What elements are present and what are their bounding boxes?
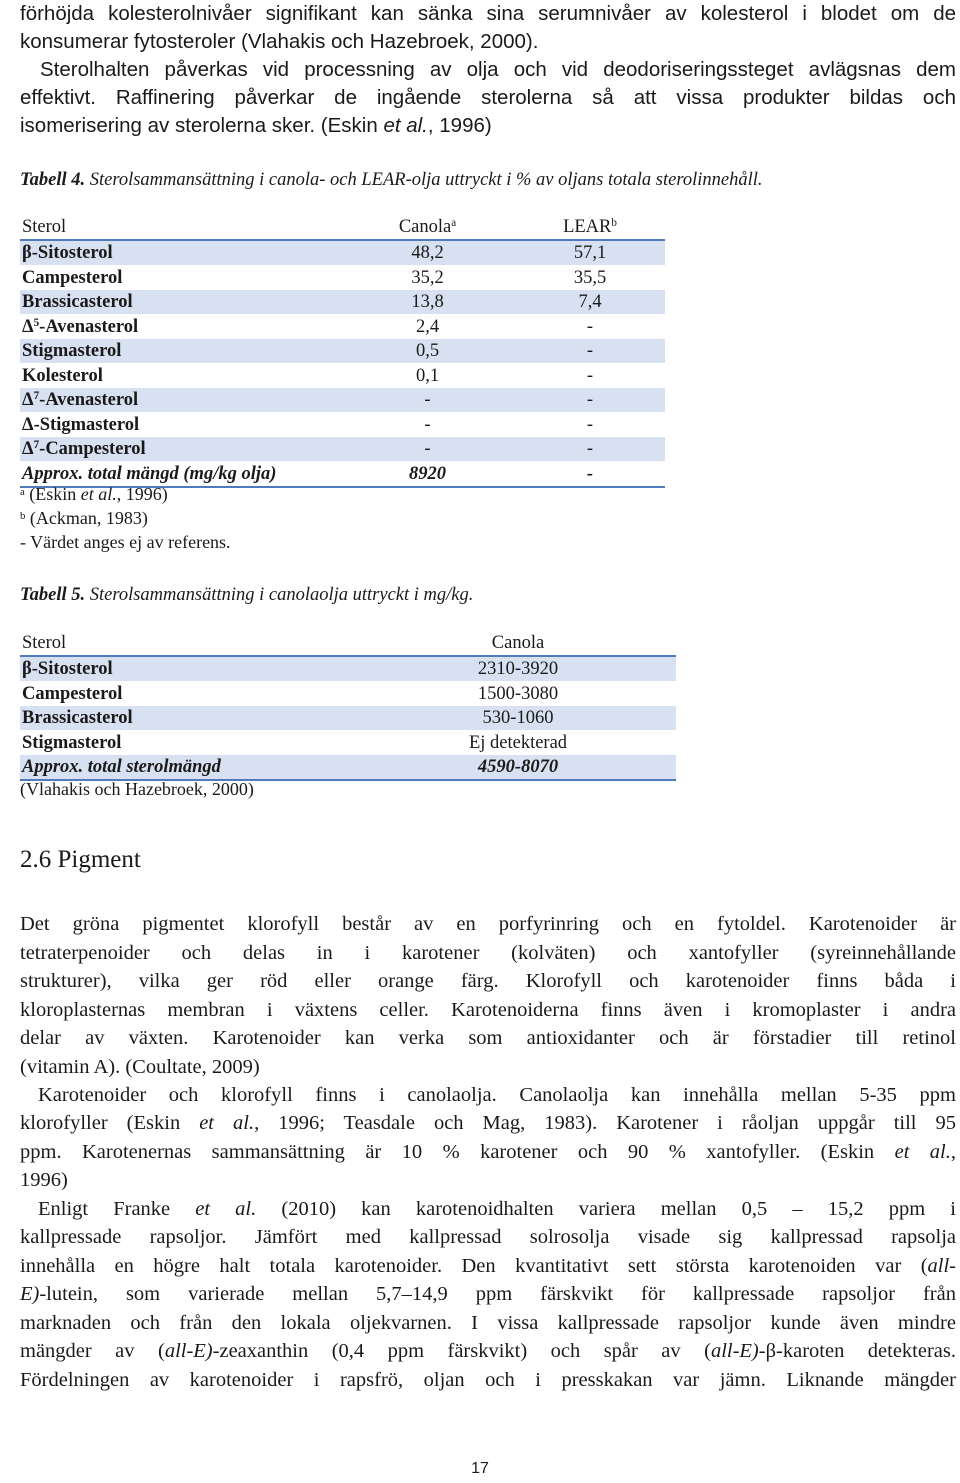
table-row: β-Sitosterol 2310-3920 bbox=[20, 656, 676, 682]
table-row: Brassicasterol 530-1060 bbox=[20, 706, 676, 731]
body-text-line: tetraterpenoider och delas in i karotener (kolväten) och xantofyller (syreinnehållande bbox=[20, 942, 956, 964]
table-row: Kolesterol 0,1 - bbox=[22, 366, 594, 386]
table-row: $\Delta^7$-Campesterol - - bbox=[20, 437, 665, 462]
table-row: Stigmasterol 0,5 - bbox=[20, 339, 665, 364]
table-row: Brassicasterol 13,8 7,4 bbox=[20, 290, 665, 315]
table-row: Stigmasterol Ej detekterad bbox=[22, 733, 568, 753]
table5-sterol-mgkg bbox=[20, 631, 676, 781]
table4-footnote-dash: - Värdet anges ej av referens. bbox=[20, 532, 231, 552]
body-text-line: ppm. Karotenernas sammansättning är 10 % karotener och 90 % xantofyller. (Eskin et al., bbox=[20, 1141, 956, 1163]
body-text-line: Karotenoider och klorofyll finns i canolaolja. Canolaolja kan innehålla mellan 5-35 ppm bbox=[38, 1084, 956, 1106]
table5-source: (Vlahakis och Hazebroek, 2000) bbox=[20, 779, 254, 799]
body-text-line: delar av växten. Karotenoider kan verka som antioxidanter och är förstadier till retinol bbox=[20, 1027, 956, 1049]
header-sterol: Sterol bbox=[20, 215, 340, 240]
header-canola: Canola$^a$ bbox=[340, 215, 515, 240]
body-text-line: Enligt Franke et al. (2010) kan karotenoidhalten variera mellan 0,5 – 15,2 ppm i bbox=[38, 1198, 956, 1220]
table4-sterol-composition bbox=[20, 215, 665, 488]
header-canola: Canola bbox=[360, 631, 676, 656]
body-text-line: Det gröna pigmentet klorofyll består av en porfyrinring och en fytoldel. Karotenoider är bbox=[20, 913, 956, 935]
body-text-line: kloroplasternas membran i växtens celler. Karotenoiderna finns även i kromoplaster i andra bbox=[20, 999, 956, 1021]
body-text-line: konsumerar fytosteroler (Vlahakis och Hazebroek, 2000). bbox=[20, 30, 539, 53]
table-header-row bbox=[20, 631, 676, 656]
table4-footnote-a: $^a$ (Eskin et al., 1996) bbox=[20, 484, 168, 504]
table-row: $\Delta^5$-Avenasterol 2,4 - bbox=[22, 317, 594, 337]
body-text-line: Sterolhalten påverkas vid processning av olja och vid deodoriseringssteget avlägsnas dem bbox=[40, 58, 956, 81]
table-row: $\Delta^7$-Avenasterol - - bbox=[20, 388, 665, 413]
body-text-line: klorofyller (Eskin et al., 1996; Teasdale och Mag, 1983). Karotener i råoljan uppgår till 95 bbox=[20, 1112, 956, 1134]
body-text-line: mängder av (all-E)-zeaxanthin (0,4 ppm färskvikt) och spår av (all-E)-β-karoten detekteras. bbox=[20, 1340, 956, 1362]
body-text-line: förhöjda kolesterolnivåer signifikant kan sänka sina serumnivåer av kolesterol i blodet om de bbox=[20, 2, 956, 25]
table-row: β-Sitosterol 48,2 57,1 bbox=[20, 240, 665, 266]
header-lear: LEAR$^b$ bbox=[515, 215, 665, 240]
body-text-line: kallpressade rapsoljor. Jämfört med kallpressad solrosolja visade sig kallpressad rapsolja bbox=[20, 1226, 956, 1248]
body-text-line: strukturer), vilka ger röd eller orange färg. Klorofyll och karotenoider finns båda i bbox=[20, 970, 956, 992]
body-text-line: Fördelningen av karotenoider i rapsfrö, oljan och i presskakan var jämn. Liknande mängder bbox=[20, 1369, 956, 1391]
table5-caption: Tabell 5. Sterolsammansättning i canolaolja uttryckt i mg/kg. bbox=[20, 585, 474, 605]
table-row: Δ-Stigmasterol - - bbox=[22, 415, 594, 435]
table-header-row bbox=[20, 215, 665, 240]
table4-footnote-b: $^b$ (Ackman, 1983) bbox=[20, 508, 148, 528]
body-text-line: marknaden och från den lokala oljekvarnen. I vissa kallpressade rapsoljor kunde även mindre bbox=[20, 1312, 956, 1334]
header-sterol: Sterol bbox=[20, 631, 360, 656]
table-row: Campesterol 1500-3080 bbox=[22, 684, 559, 704]
section-heading: 2.6 Pigment bbox=[20, 846, 141, 873]
body-text-line: E)-lutein, som varierade mellan 5,7–14,9 ppm färskvikt för kallpressade rapsoljor från bbox=[20, 1283, 956, 1305]
body-text-line: (vitamin A). (Coultate, 2009) bbox=[20, 1056, 260, 1078]
table4-caption: Tabell 4. Sterolsammansättning i canola- och LEAR-olja uttryckt i % av oljans totala sterolinnehåll. bbox=[20, 170, 763, 190]
table-total-row: Approx. total mängd (mg/kg olja) 8920 - bbox=[20, 462, 665, 488]
body-text-line: innehålla en högre halt totala karotenoider. Den kvantitativt sett största karotenoiden var (all- bbox=[20, 1255, 956, 1277]
body-text-line: 1996) bbox=[20, 1169, 68, 1191]
table-total-row: Approx. total sterolmängd 4590-8070 bbox=[20, 755, 676, 780]
body-text-line: effektivt. Raffinering påverkar de ingående sterolerna så att vissa produkter bildas och bbox=[20, 86, 956, 109]
body-text-line: isomerisering av sterolerna sker. (Eskin et al., 1996) bbox=[20, 114, 492, 137]
page-number: 17 bbox=[471, 1460, 489, 1477]
table-row: Campesterol 35,2 35,5 bbox=[22, 268, 607, 288]
